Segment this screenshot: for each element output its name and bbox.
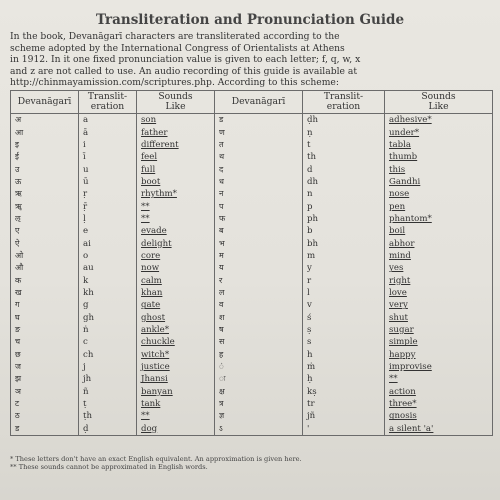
devanagari-cell: ऽ <box>215 423 303 436</box>
sound-cell <box>385 139 493 151</box>
sound-cell <box>385 225 493 237</box>
sound-cell <box>137 386 215 398</box>
transliteration-cell: j <box>79 361 137 373</box>
devanagari-cell: ठ <box>11 410 79 422</box>
table-row <box>11 151 493 163</box>
devanagari-cell: क्ष <box>215 386 303 398</box>
sound-cell <box>137 163 215 175</box>
table-row <box>11 336 493 348</box>
devanagari-cell: ह <box>215 349 303 361</box>
transliteration-cell: ṁ <box>303 361 385 373</box>
sound-word: boil <box>389 226 406 237</box>
sound-word: chuckle <box>141 337 175 348</box>
sound-cell <box>137 336 215 348</box>
sound-word: mind <box>389 250 411 261</box>
table-row <box>11 423 493 436</box>
devanagari-cell: ड <box>11 423 79 436</box>
devanagari-cell: भ <box>215 237 303 249</box>
sound-cell <box>385 274 493 286</box>
sound-cell <box>385 336 493 348</box>
sound-cell <box>137 398 215 410</box>
devanagari-cell: ण <box>215 126 303 138</box>
devanagari-cell: य <box>215 262 303 274</box>
transliteration-cell: ṝ <box>79 200 137 212</box>
devanagari-cell: च <box>11 336 79 348</box>
sound-word: adhesive* <box>389 115 432 126</box>
devanagari-cell: श <box>215 312 303 324</box>
transliteration-cell: k <box>79 274 137 286</box>
transliteration-cell: ḷ <box>79 213 137 225</box>
sound-word: rhythm* <box>141 189 177 200</box>
transliteration-cell: ī <box>79 151 137 163</box>
transliteration-cell: ṛ <box>79 188 137 200</box>
table-body <box>11 114 493 436</box>
sound-word: ** <box>141 201 150 212</box>
transliteration-cell: v <box>303 299 385 311</box>
transliteration-cell: ai <box>79 237 137 249</box>
header-sounds-like: Sounds Like <box>385 91 493 114</box>
sound-cell <box>385 126 493 138</box>
sound-cell <box>385 114 493 127</box>
sound-cell <box>385 361 493 373</box>
sound-word: Gandhi <box>389 176 421 187</box>
sound-word: Jhansi <box>141 374 168 385</box>
footnote-single-star: * These letters don't have an exact English equivalent. An approximation is given here. <box>10 455 302 463</box>
page-title: Transliteration and Pronunciation Guide <box>95 12 405 28</box>
sound-cell <box>137 225 215 237</box>
transliteration-cell: l <box>303 287 385 299</box>
sound-word: calm <box>141 275 162 286</box>
sound-cell <box>385 163 493 175</box>
transliteration-table <box>10 90 493 436</box>
table-row <box>11 200 493 212</box>
transliteration-cell: ḍh <box>303 114 385 127</box>
header-sounds-like: Sounds Like <box>137 91 215 114</box>
transliteration-cell: bh <box>303 237 385 249</box>
devanagari-cell: ज <box>11 361 79 373</box>
transliteration-cell: ā <box>79 126 137 138</box>
transliteration-cell: d <box>303 163 385 175</box>
sound-word: khan <box>141 287 163 298</box>
sound-word: boot <box>141 176 161 187</box>
header-devanagari: Devanāgarī <box>11 91 79 114</box>
sound-cell <box>385 299 493 311</box>
transliteration-cell: ṭ <box>79 398 137 410</box>
devanagari-cell: ध <box>215 176 303 188</box>
transliteration-cell: c <box>79 336 137 348</box>
sound-word: sugar <box>389 325 414 336</box>
sound-cell <box>137 299 215 311</box>
transliteration-cell: kh <box>79 287 137 299</box>
sound-word: shut <box>389 312 408 323</box>
table-row <box>11 312 493 324</box>
devanagari-cell: म <box>215 250 303 262</box>
sound-word: full <box>141 164 156 175</box>
sound-cell <box>385 200 493 212</box>
sound-cell <box>137 361 215 373</box>
devanagari-cell: थ <box>215 151 303 163</box>
table-row <box>11 225 493 237</box>
table-row <box>11 373 493 385</box>
table-row <box>11 349 493 361</box>
devanagari-cell: द <box>215 163 303 175</box>
sound-word: yes <box>389 263 404 274</box>
sound-cell <box>385 250 493 262</box>
table-row <box>11 287 493 299</box>
transliteration-cell: r <box>303 274 385 286</box>
transliteration-cell: ' <box>303 423 385 436</box>
footnotes <box>10 456 490 471</box>
transliteration-cell: ṭh <box>79 410 137 422</box>
sound-word: thumb <box>389 152 418 163</box>
sound-cell <box>385 349 493 361</box>
sound-word: ** <box>141 213 150 224</box>
transliteration-cell: jh <box>79 373 137 385</box>
transliteration-cell: n <box>303 188 385 200</box>
devanagari-cell: र <box>215 274 303 286</box>
devanagari-cell: ई <box>11 151 79 163</box>
sound-word: son <box>141 115 157 126</box>
sound-cell <box>137 237 215 249</box>
sound-word: tabla <box>389 139 411 150</box>
sound-cell <box>385 373 493 385</box>
devanagari-cell: आ <box>11 126 79 138</box>
table-row <box>11 176 493 188</box>
transliteration-cell: u <box>79 163 137 175</box>
table-row <box>11 262 493 274</box>
sound-cell <box>137 349 215 361</box>
sound-cell <box>385 410 493 422</box>
sound-word: right <box>389 275 411 286</box>
transliteration-cell: ṣ <box>303 324 385 336</box>
sound-cell <box>385 324 493 336</box>
sound-word: pen <box>389 201 406 212</box>
sound-word: action <box>389 386 416 397</box>
devanagari-cell: ए <box>11 225 79 237</box>
transliteration-cell: b <box>303 225 385 237</box>
sound-cell <box>385 423 493 436</box>
table-row <box>11 139 493 151</box>
sound-word: very <box>389 300 408 311</box>
transliteration-cell: i <box>79 139 137 151</box>
sound-word: witch* <box>141 349 170 360</box>
transliteration-cell: dh <box>303 176 385 188</box>
sound-word: delight <box>141 238 172 249</box>
sound-word: banyan <box>141 386 173 397</box>
header-devanagari: Devanāgarī <box>215 91 303 114</box>
devanagari-cell: झ <box>11 373 79 385</box>
table-row <box>11 237 493 249</box>
table-row <box>11 163 493 175</box>
sound-cell <box>137 287 215 299</box>
sound-cell <box>137 139 215 151</box>
sound-word: feel <box>141 152 158 163</box>
sound-cell <box>385 262 493 274</box>
sound-word: this <box>389 164 406 175</box>
transliteration-cell: ñ <box>79 386 137 398</box>
devanagari-cell: ष <box>215 324 303 336</box>
sound-cell <box>385 213 493 225</box>
table-row <box>11 114 493 127</box>
devanagari-cell: ट <box>11 398 79 410</box>
devanagari-cell: औ <box>11 262 79 274</box>
sound-cell <box>137 274 215 286</box>
transliteration-cell: ḍ <box>79 423 137 436</box>
sound-cell <box>137 114 215 127</box>
transliteration-cell: jñ <box>303 410 385 422</box>
table-row <box>11 126 493 138</box>
sound-word: different <box>141 139 179 150</box>
devanagari-cell: अ <box>11 114 79 127</box>
devanagari-cell: उ <box>11 163 79 175</box>
sound-word: gate <box>141 300 161 311</box>
sound-word: phantom* <box>389 213 432 224</box>
sound-cell <box>137 262 215 274</box>
sound-word: improvise <box>389 362 432 373</box>
devanagari-cell: स <box>215 336 303 348</box>
transliteration-cell: ṇ <box>303 126 385 138</box>
transliteration-cell: ḥ <box>303 373 385 385</box>
devanagari-cell: घ <box>11 312 79 324</box>
transliteration-cell: ph <box>303 213 385 225</box>
table-row <box>11 386 493 398</box>
table-row <box>11 398 493 410</box>
transliteration-cell: tr <box>303 398 385 410</box>
transliteration-cell: e <box>79 225 137 237</box>
sound-cell <box>137 176 215 188</box>
devanagari-cell: छ <box>11 349 79 361</box>
sound-cell <box>137 213 215 225</box>
devanagari-cell: ॠ <box>11 200 79 212</box>
transliteration-cell: ṅ <box>79 324 137 336</box>
transliteration-cell: au <box>79 262 137 274</box>
intro-paragraph: In the book, Devanāgarī characters are transliterated according to the scheme adopted by the International Congress of Orientalists at Athens in 1912. In it one fixed pronunciation value is given to each letter; f, q, w, x and z are not called to use. An audio recording of this guide is available at http://chinmayamission.com/scriptures.php. According to this scheme: <box>10 31 361 89</box>
devanagari-cell: ड <box>215 114 303 127</box>
sound-cell <box>385 237 493 249</box>
sound-word: abhor <box>389 238 415 249</box>
transliteration-cell: p <box>303 200 385 212</box>
table-header-row <box>11 91 493 114</box>
sound-word: three* <box>389 399 417 410</box>
sound-word: love <box>389 287 407 298</box>
sound-word: dog <box>141 423 158 434</box>
sound-word: evade <box>141 226 167 237</box>
transliteration-cell: s <box>303 336 385 348</box>
footnote-double-star: ** These sounds cannot be approximated in English words. <box>10 462 208 471</box>
transliteration-cell: ś <box>303 312 385 324</box>
devanagari-cell: ः <box>215 373 303 385</box>
devanagari-cell: ग <box>11 299 79 311</box>
sound-cell <box>137 312 215 324</box>
table-row <box>11 299 493 311</box>
header-transliteration: Translit- eration <box>79 91 137 114</box>
sound-cell <box>137 423 215 436</box>
sound-cell <box>137 373 215 385</box>
devanagari-cell: इ <box>11 139 79 151</box>
transliteration-cell: th <box>303 151 385 163</box>
table-row <box>11 274 493 286</box>
sound-cell <box>137 410 215 422</box>
devanagari-cell: प <box>215 200 303 212</box>
sound-word: nose <box>389 189 410 200</box>
sound-cell <box>137 324 215 336</box>
transliteration-cell: ch <box>79 349 137 361</box>
sound-word: simple <box>389 337 418 348</box>
devanagari-cell: त्र <box>215 398 303 410</box>
devanagari-cell: ऊ <box>11 176 79 188</box>
transliteration-cell: a <box>79 114 137 127</box>
table-row <box>11 213 493 225</box>
devanagari-cell: ज्ञ <box>215 410 303 422</box>
transliteration-cell: gh <box>79 312 137 324</box>
sound-cell <box>137 126 215 138</box>
transliteration-cell: m <box>303 250 385 262</box>
sound-word: gnosis <box>389 411 417 422</box>
devanagari-cell: व <box>215 299 303 311</box>
sound-word: justice <box>141 362 170 373</box>
sound-cell <box>385 287 493 299</box>
sound-cell <box>385 398 493 410</box>
sound-cell <box>137 151 215 163</box>
sound-word: ankle* <box>141 325 169 336</box>
sound-cell <box>385 176 493 188</box>
devanagari-cell: न <box>215 188 303 200</box>
transliteration-cell: g <box>79 299 137 311</box>
sound-word: a silent 'a' <box>389 423 434 434</box>
devanagari-cell: ओ <box>11 250 79 262</box>
transliteration-cell: y <box>303 262 385 274</box>
table-row <box>11 188 493 200</box>
sound-cell <box>137 188 215 200</box>
sound-cell <box>137 250 215 262</box>
table-row <box>11 410 493 422</box>
devanagari-cell: फ <box>215 213 303 225</box>
devanagari-cell: ऌ <box>11 213 79 225</box>
devanagari-cell: ं <box>215 361 303 373</box>
table-row <box>11 250 493 262</box>
transliteration-cell: ū <box>79 176 137 188</box>
devanagari-cell: ऐ <box>11 237 79 249</box>
sound-word: ghost <box>141 312 166 323</box>
devanagari-cell: त <box>215 139 303 151</box>
devanagari-cell: ब <box>215 225 303 237</box>
sound-word: happy <box>389 349 416 360</box>
transliteration-cell: h <box>303 349 385 361</box>
devanagari-cell: ञ <box>11 386 79 398</box>
devanagari-cell: ल <box>215 287 303 299</box>
sound-cell <box>385 312 493 324</box>
header-transliteration: Translit- eration <box>303 91 385 114</box>
sound-cell <box>385 188 493 200</box>
sound-word: core <box>141 250 161 261</box>
sound-cell <box>385 151 493 163</box>
transliteration-cell: t <box>303 139 385 151</box>
devanagari-cell: क <box>11 274 79 286</box>
sound-word: now <box>141 263 160 274</box>
table-row <box>11 361 493 373</box>
sound-word: tank <box>141 399 161 410</box>
devanagari-cell: ऋ <box>11 188 79 200</box>
devanagari-cell: ङ <box>11 324 79 336</box>
sound-word: ** <box>141 411 150 422</box>
sound-cell <box>385 386 493 398</box>
sound-word: ** <box>389 374 398 385</box>
sound-word: under* <box>389 127 420 138</box>
transliteration-cell: kṣ <box>303 386 385 398</box>
devanagari-cell: ख <box>11 287 79 299</box>
transliteration-cell: o <box>79 250 137 262</box>
table-row <box>11 324 493 336</box>
sound-word: father <box>141 127 168 138</box>
sound-cell <box>137 200 215 212</box>
